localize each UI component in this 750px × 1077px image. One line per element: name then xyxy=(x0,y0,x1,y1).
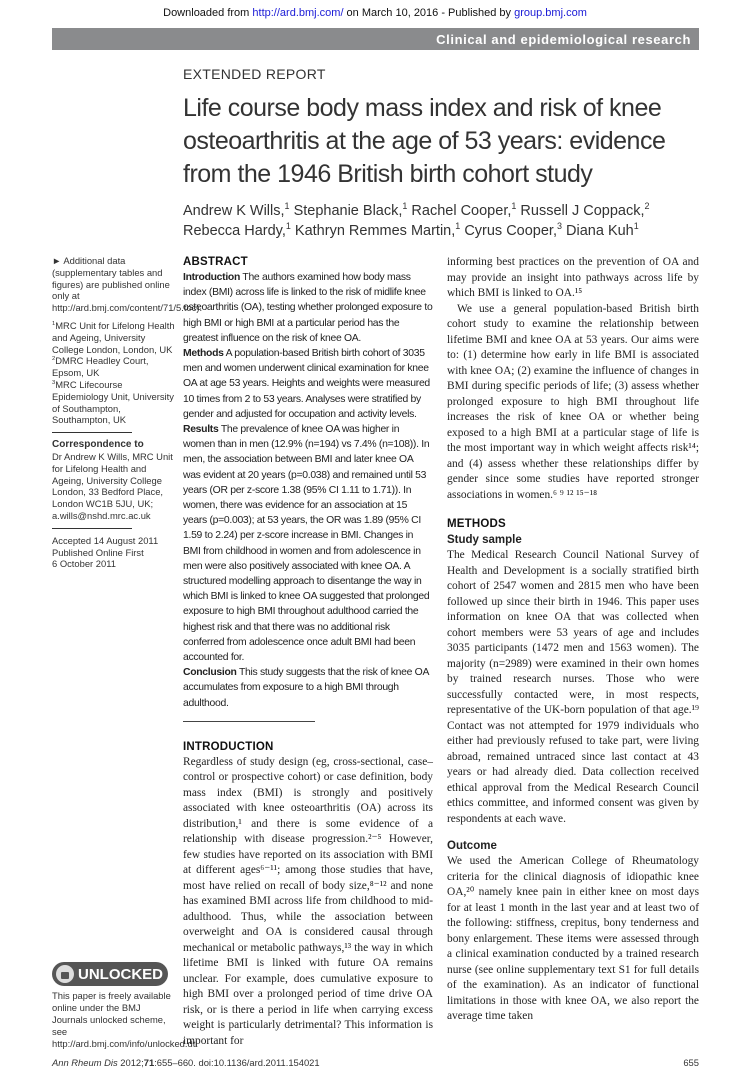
correspondence-email[interactable]: a.wills@nshd.mrc.ac.uk xyxy=(52,509,151,521)
abstract xyxy=(183,255,433,722)
abstract-section: Introduction The authors examined how body mass index (BMI) across life is linked to the risk of midlife knee osteoarthritis (OA), testing whether prolonged exposure to high BMI or high BMI at a particular period has the greatest influence on the risk of knee OA. xyxy=(183,272,433,344)
article-title: Life course body mass index and risk of knee osteoarthritis at the age of 53 years: evidence from the 1946 British birth cohort study xyxy=(183,94,666,188)
abstract-section: Conclusion This study suggests that the risk of knee OA accumulates from exposure to a high BMI through adulthood. xyxy=(183,667,429,709)
author: Russell J Coppack,$^2$ xyxy=(520,201,650,219)
article-type: EXTENDED REPORT xyxy=(183,66,326,82)
paragraph: We use a general population-based British birth cohort study to examine the relationship between lifetime BMI and knee OA at 53 years. Our aims were to: (1) determine how early in life BMI is associated with knee OA; (2) examine the influence of changes in BMI during specific periods of life; (3) assess whether prolonged exposure to high BMI throughout life increases the risk of knee OA or whether being exposed to a high BMI at a particular stage of life is the most important way in which weight affects risk¹⁴; and (4) assess whether these relationships differ by gender since some studies have reported stronger associations in women.⁶ ⁹ ¹² ¹⁵⁻¹⁸ xyxy=(447,302,699,501)
correspondence-address: Dr Andrew K Wills, MRC Unit for Lifelong Health and Ageing, University College London, 33 Bedford Place, London WC1B 5JU, UK; xyxy=(52,450,173,510)
page-number: 655 xyxy=(683,1057,699,1069)
introduction-heading: INTRODUCTION xyxy=(183,740,274,753)
author: Rachel Cooper,$^1$ xyxy=(411,201,517,219)
paragraph: Regardless of study design (eg, cross-sectional, case–control or prospective cohort) or case definition, body mass index (BMI) is strongly and positively associated with knee osteoarthritis (OA) across its distribution,¹ and there is some evidence of a relationship with disease progression.²⁻⁵ However, few studies have reported on its association with BMI at different ages⁶⁻¹¹; among those studies that have, most have relied on recall of body size,⁸⁻¹² and none has examined BMI across life from childhood to mid-adulthood. Thus, while the association between overweight and OA is considered causal through mechanical or metabolic pathways,¹³ the way in which lifetime BMI is linked with future OA remains unclear. For example, does cumulative exposure to high BMI over a prolonged period of time drive OA risk, or is there a period in life when carrying excess weight is particularly detrimental? This information is important for xyxy=(183,755,433,1047)
outcome-heading: Outcome xyxy=(447,840,497,852)
accepted-date: Accepted 14 August 2011 xyxy=(52,534,159,546)
page-footer xyxy=(52,1057,699,1077)
author: Diana Kuh$^1$ xyxy=(566,221,639,239)
divider xyxy=(183,721,315,722)
divider xyxy=(52,528,132,529)
download-notice: Downloaded from http://ard.bmj.com/ on March 10, 2016 - Published by group.bmj.com xyxy=(163,7,587,19)
section-band: Clinical and epidemiological research xyxy=(52,28,699,50)
abstract-section: Results The prevalence of knee OA was higher in women than in men (12.9% (n=194) vs 7.4% (n=108)). In men, the association between BMI and later knee OA was evident at 20 years (p=0.038) and remained until 53 years (OR per z-score 1.38 (95% CI 1.11 to 1.71)). In women, there was evidence for an association at 15 years (p=0.003); at 53 years, the OR was 1.89 (95% CI 1.59 to 2.24) per z-score increase in BMI. Changes in BMI from childhood in women and from adolescence in men were also positively associated with knee OA. A structured modelling approach to disentange the way in which BMI is linked to knee OA suggested that prolonged exposure to high BMI throughout adulthood carried the highest risk and that there was no additional risk conferred from adolescence once adult BMI had been accounted for. xyxy=(183,424,430,664)
author: Andrew K Wills,$^1$ xyxy=(183,201,290,219)
author: Stephanie Black,$^1$ xyxy=(293,201,408,219)
paragraph: We used the American College of Rheumatology criteria for the clinical diagnosis of idiopathic knee OA,²⁰ namely knee pain in either knee on most days for at least 1 month in the last year and at least two of the following: stiffness, crepitus, bony tenderness and bony enlargement. These items were assessed through a clinical examination conducted by a trained research nurse (see online supplementary text S1 for full details of the examination). As an indicator of functional limitations in those with knee OA, we also report the average time taken xyxy=(447,855,699,1022)
unlocked-note: This paper is freely available online under the BMJ Journals unlocked scheme, see http://ard.bmj.com/info/unlocked.dtl xyxy=(52,990,198,1049)
middle-column xyxy=(183,255,433,1049)
introduction xyxy=(183,740,433,1050)
study-sample-heading: Study sample xyxy=(447,534,522,546)
journal-link[interactable]: http://ard.bmj.com/ xyxy=(252,7,344,19)
additional-data-note: ► Additional data (supplementary tables and figures) are published online only at http://ard.bmj.com/content/71/5.toc). xyxy=(52,255,203,314)
correspondence-heading: Correspondence to xyxy=(52,439,144,451)
abstract-heading: ABSTRACT xyxy=(183,256,248,268)
author: Kathryn Remmes Martin,$^1$ xyxy=(294,221,461,239)
unlocked-block xyxy=(52,946,198,1049)
abstract-body xyxy=(183,270,433,711)
divider xyxy=(52,432,132,433)
article-header xyxy=(183,66,703,241)
author: Rebecca Hardy,$^1$ xyxy=(183,221,291,239)
published-date: 6 October 2011 xyxy=(52,558,116,570)
publisher-link[interactable]: group.bmj.com xyxy=(514,7,587,19)
abstract-section: Methods A population-based British birth cohort of 3035 men and women underwent clinical examination for knee OA at age 53 years. Heights and weights were measured 10 times from 2 to 53 years. Analyses were stratified by gender and adjusted for occupation and activity levels. xyxy=(183,348,430,420)
sidebar xyxy=(52,255,203,1049)
citation-footer: Ann Rheum Dis 2012;71:655–660. doi:10.1136/ard.2011.154021 xyxy=(52,1057,320,1069)
affiliation: $^2$DMRC Headley Court, Epsom, UK xyxy=(52,355,149,379)
published-label: Published Online First xyxy=(52,546,144,558)
author: Cyrus Cooper,$^3$ xyxy=(464,221,562,239)
padlock-icon xyxy=(56,965,74,983)
affiliation: $^1$MRC Unit for Lifelong Health and Ageing, University College London, London, UK xyxy=(52,319,175,355)
paragraph: The Medical Research Council National Survey of Health and Development is a socially stratified birth cohort of 2547 women and 2815 men who have been followed up since their birth in 1946. This paper uses information on knee OA that was collected when cohort members were 53 years of age and includes 3035 participants (1472 men and 1563 women). The majority (n=2989) were examined in their own homes by trained research nurses. Those who were successfully contacted were, in most respects, representative of the UK-born population of that age.¹⁹ Contact was not attempted for 1979 individuals who either had previously refused to take part, were living abroad, remained untraced since last contact at 43 years or had already died. Data collection received ethical approval from the Medical Research Council ethics committee, and informed consent was given by respondents at each wave. xyxy=(447,549,699,825)
methods-heading: METHODS xyxy=(447,518,506,530)
right-column xyxy=(447,255,699,1049)
affiliations xyxy=(52,320,177,426)
author-list xyxy=(183,201,703,241)
paragraph: informing best practices on the prevention of OA and may provide an insight into pathways across life by which BMI is linked to OA.¹⁵ xyxy=(447,256,699,299)
affiliation: $^3$MRC Lifecourse Epidemiology Unit, University of Southampton, Southampton, UK xyxy=(52,378,174,426)
unlocked-logo: UNLOCKED xyxy=(52,962,168,986)
article-body xyxy=(52,255,699,1049)
